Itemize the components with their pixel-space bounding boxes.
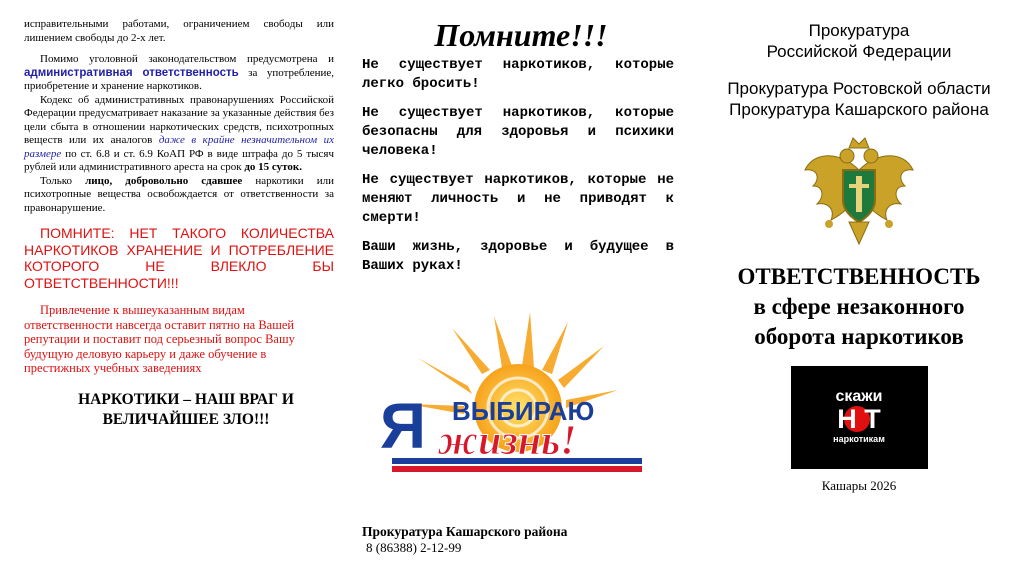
right-panel bbox=[706, 0, 1012, 581]
prosecutor-emblem-icon bbox=[799, 130, 919, 250]
left-paragraph-1: исправительными работами, ограничением свободы или лишением свободы до 2-х лет. bbox=[24, 18, 334, 44]
middle-panel bbox=[362, 0, 674, 581]
contact-organization: Прокуратура Кашарского района bbox=[362, 524, 568, 539]
contact-block bbox=[362, 524, 567, 556]
left-p4-text-a: Только bbox=[40, 174, 86, 187]
closing-slogan bbox=[24, 390, 334, 430]
org-line-2: Российской Федерации bbox=[766, 42, 952, 61]
left-p4-text-c: наркотики или психотропные вещества освобождается от ответственности за правонарушение. bbox=[24, 174, 334, 214]
reputation-warning: Привлечение к вышеуказанным видам ответственности навсегда оставит пятно на Вашей репутации и поставит под серьезный вопрос Вашу будущую деловую карьеру и даже обучение в престижных учебных заведениях bbox=[24, 303, 295, 375]
banner-stripe-red bbox=[392, 466, 642, 472]
left-panel bbox=[24, 0, 334, 581]
remember-list bbox=[362, 56, 674, 276]
prosecutor-regional bbox=[706, 78, 1012, 120]
headline-line-2: в сфере незаконного bbox=[753, 294, 965, 319]
left-p3-text-c: по ст. 6.8 и ст. 6.9 КоАП РФ в виде штрафа до 5 тысяч рублей или административного ареста на срок bbox=[24, 147, 334, 173]
headline-line-1: ОТВЕТСТВЕННОСТЬ bbox=[737, 264, 981, 289]
remember-title: Помните!!! bbox=[434, 17, 608, 53]
closing-slogan-line-2: ВЕЛИЧАЙШЕЕ ЗЛО!!! bbox=[102, 410, 270, 428]
insignificant-amount-phrase: даже в крайне незначительном их размере bbox=[24, 134, 335, 160]
remember-item: Ваши жизнь, здоровье и будущее в Ваших руках! bbox=[362, 239, 674, 274]
org-line-1: Прокуратура bbox=[808, 21, 910, 40]
administrative-liability-term: административная ответственность bbox=[24, 66, 239, 79]
city-year: Кашары 2026 bbox=[821, 478, 897, 493]
remember-warning-caps: ПОМНИТЕ: НЕТ ТАКОГО КОЛИЧЕСТВА НАРКОТИКОВ ХРАНЕНИЕ И ПОТРЕБЛЕНИЕ КОТОРОГО НЕ ВЛЕКЛО БЫ ОТВЕТСТВЕННОСТИ!!! bbox=[24, 225, 334, 291]
left-paragraph-3 bbox=[24, 94, 334, 175]
voluntary-surrender-phrase: лицо, добровольно сдавшее bbox=[85, 174, 243, 187]
banner-word-choose: ВЫБИРАЮ bbox=[452, 396, 595, 426]
headline-line-3: оборота наркотиков bbox=[754, 324, 964, 349]
org-line-3: Прокуратура Ростовской области bbox=[727, 79, 991, 98]
say-no-to-drugs-logo bbox=[791, 366, 928, 469]
remember-item: Не существует наркотиков, которые не меняют личность и не приводят к смерти! bbox=[362, 172, 674, 226]
sayno-word-drugs: наркотикам bbox=[833, 434, 885, 444]
sayno-word-no: Н Т bbox=[837, 404, 881, 434]
sayno-word-say: скажи bbox=[835, 388, 883, 405]
banner-letter-ya: Я bbox=[380, 390, 426, 462]
remember-item: Не существует наркотиков, которые безопасны для здоровья и психики человека! bbox=[362, 105, 674, 159]
left-p3-text-a: Кодекс об административных правонарушениях Российской Федерации предусматривает наказание за указанные действия без цели сбыта в отношении наркотических средств, психотропных веществ или их аналогов bbox=[24, 93, 334, 146]
org-line-4: Прокуратура Кашарского района bbox=[729, 100, 989, 119]
contact-phone: 8 (86388) 2-12-99 bbox=[366, 540, 462, 555]
remember-item: Не существует наркотиков, которые легко бросить! bbox=[362, 57, 674, 92]
left-paragraph-2 bbox=[24, 53, 334, 94]
left-p2-text-a: Помимо уголовной законодательством предусмотрена и bbox=[40, 53, 334, 65]
left-paragraph-4 bbox=[24, 175, 334, 216]
arrest-term: до 15 суток. bbox=[244, 161, 302, 173]
brochure-headline bbox=[706, 262, 1012, 352]
left-p2-text-c: за употребление, приобретение и хранение наркотиков. bbox=[24, 66, 334, 92]
closing-slogan-line-1: НАРКОТИКИ – НАШ ВРАГ И bbox=[78, 390, 294, 408]
prosecutor-rf bbox=[706, 20, 1012, 62]
choose-life-banner bbox=[372, 308, 668, 484]
banner-word-life: жизнь! bbox=[438, 418, 577, 464]
